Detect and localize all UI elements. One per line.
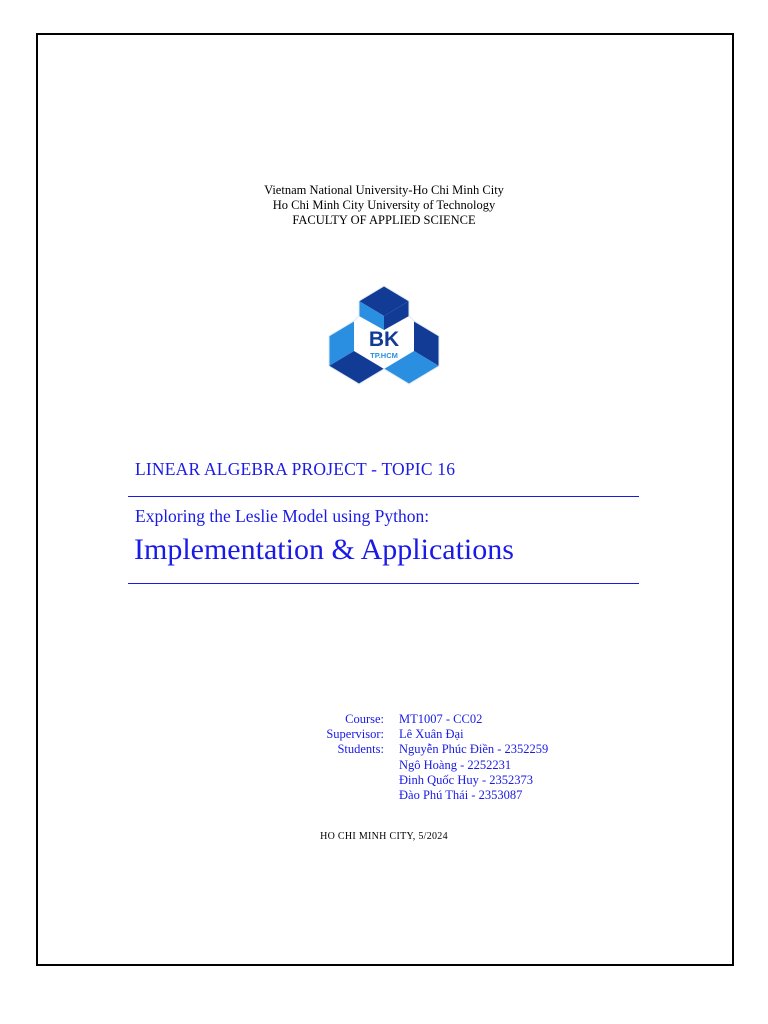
course-row	[0, 712, 768, 727]
logo-bk-text: BK	[368, 328, 400, 351]
institution-header	[0, 183, 768, 228]
logo-tphcm-text: TP.HCM	[370, 351, 398, 360]
university-name: Vietnam National University-Ho Chi Minh City	[264, 183, 504, 197]
supervisor-label: Supervisor:	[326, 727, 384, 742]
supervisor-value: Lê Xuân Đại	[399, 727, 464, 742]
bottom-rule	[128, 583, 639, 584]
bk-logo	[325, 284, 443, 392]
students-row	[0, 788, 768, 803]
school-name: Ho Chi Minh City University of Technology	[272, 198, 496, 212]
supervisor-row	[0, 727, 768, 742]
students-row	[0, 758, 768, 773]
student-entry: Ngô Hoàng - 2252231	[399, 757, 512, 772]
students-row	[0, 773, 768, 788]
students-row	[0, 742, 768, 757]
students-label: Students:	[337, 742, 384, 757]
project-title: Implementation & Applications	[134, 533, 514, 566]
page-border	[36, 33, 734, 966]
student-entry: Nguyễn Phúc Điền - 2352259	[399, 742, 549, 757]
course-label: Course:	[345, 712, 384, 726]
course-value: MT1007 - CC02	[399, 712, 483, 726]
top-rule	[128, 496, 639, 497]
place-date: HO CHI MINH CITY, 5/2024	[320, 831, 448, 842]
faculty-name: FACULTY OF APPLIED SCIENCE	[292, 213, 476, 227]
student-entry: Đào Phú Thái - 2353087	[399, 787, 523, 802]
project-info	[0, 712, 768, 803]
student-entry: Đinh Quốc Huy - 2352373	[399, 772, 534, 787]
project-label: LINEAR ALGEBRA PROJECT - TOPIC 16	[135, 459, 456, 479]
project-subtitle: Exploring the Leslie Model using Python:	[135, 506, 430, 526]
